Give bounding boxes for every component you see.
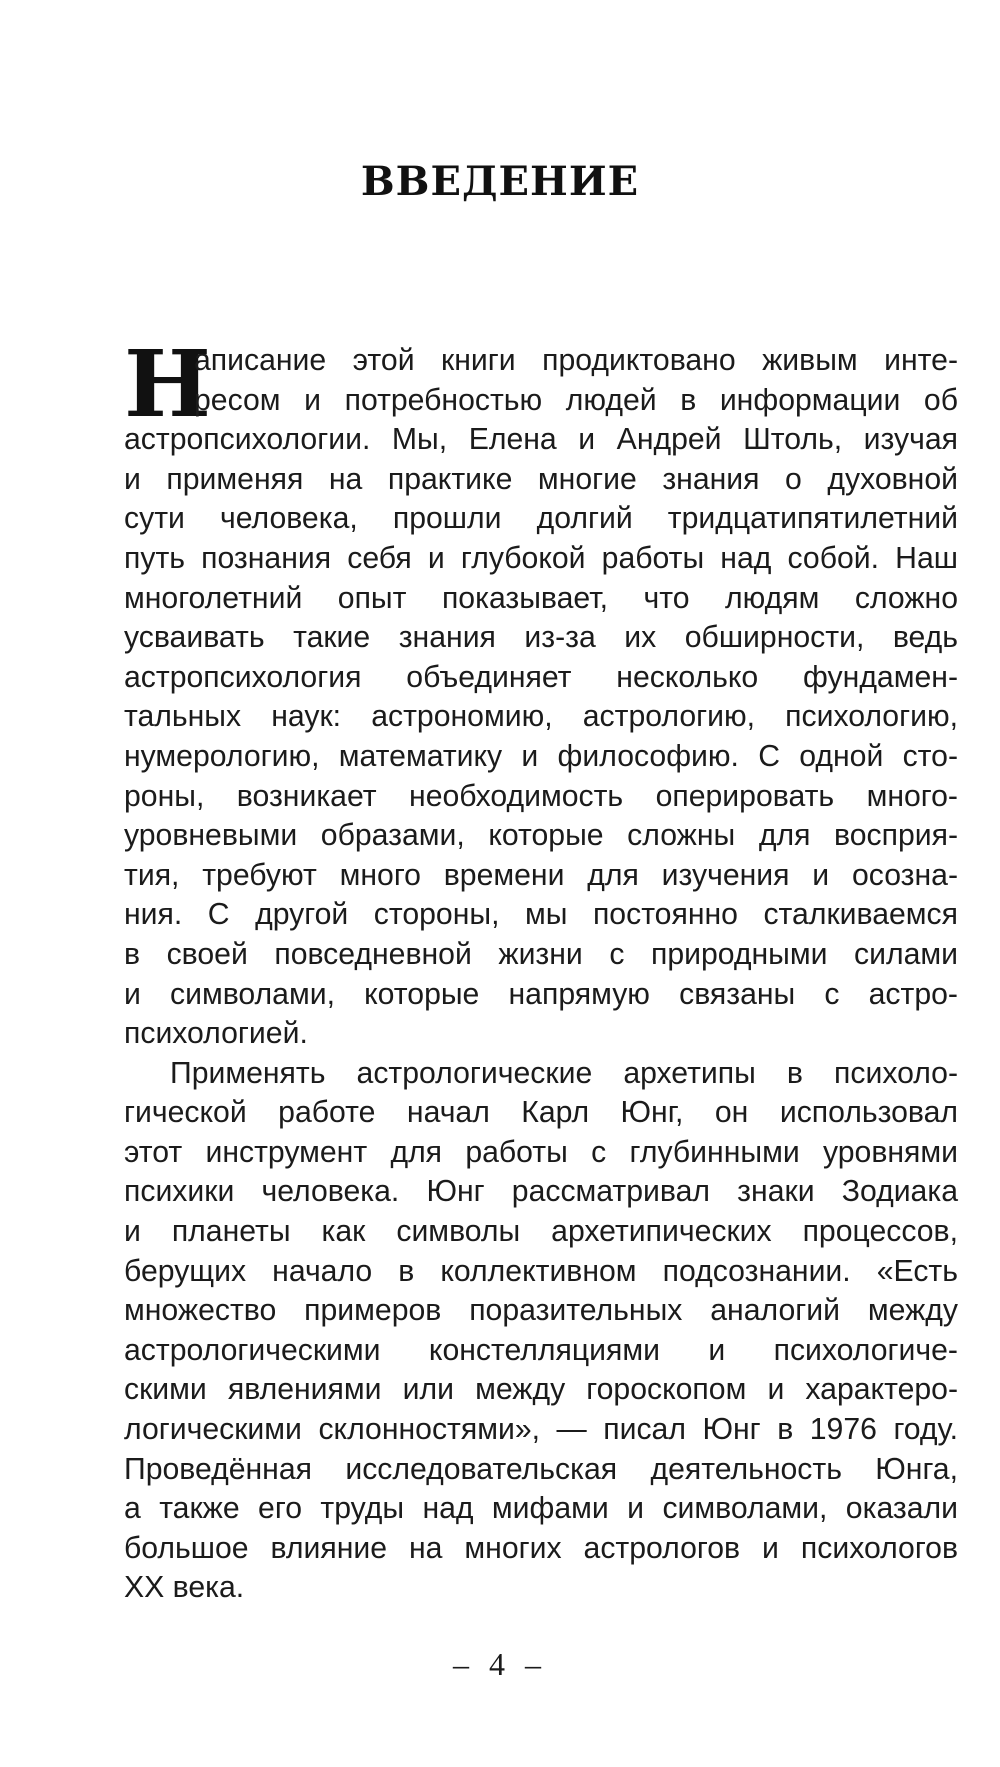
text-line: уровневыми образами, которые сложны для восприя-: [124, 819, 958, 853]
text-line: ресом и потребностью людей в информации об: [194, 383, 958, 417]
text-line: психологией.: [124, 1017, 308, 1051]
text-line: Проведённая исследовательская деятельность Юнга,: [124, 1452, 958, 1486]
text-line: берущих начало в коллективном подсознании. «Есть: [124, 1254, 958, 1288]
text-line: усваивать такие знания из-за их обширности, ведь: [124, 621, 958, 655]
text-line: роны, возникает необходимость оперировать много-: [124, 779, 958, 813]
text-line: путь познания себя и глубокой работы над собой. Наш: [124, 541, 958, 575]
text-line: нумерологию, математику и философию. С одной сто-: [124, 739, 958, 773]
text-line: и символами, которые напрямую связаны с астро-: [124, 977, 958, 1011]
text-line: XX века.: [124, 1571, 245, 1605]
text-line: множество примеров поразительных аналогий между: [124, 1294, 958, 1328]
text-line: психики человека. Юнг рассматривал знаки Зодиака: [124, 1175, 958, 1209]
text-line: скими явлениями или между гороскопом и характеро-: [124, 1373, 958, 1407]
text-line: ния. С другой стороны, мы постоянно сталкиваемся: [124, 898, 958, 932]
paragraph-2: [124, 1054, 958, 1608]
text-line: астропсихология объединяет несколько фундамен-: [124, 660, 958, 694]
paragraph-1: [124, 330, 958, 1054]
text-line: гической работе начал Карл Юнг, он использовал: [124, 1096, 958, 1130]
drop-cap: Н: [124, 330, 211, 438]
text-line: большое влияние на многих астрологов и психологов: [124, 1531, 958, 1565]
text-line: Применять астрологические архетипы в психоло-: [170, 1056, 958, 1090]
text-line: сути человека, прошли долгий тридцатипятилетний: [124, 502, 958, 536]
text-line: и применяя на практике многие знания о духовной: [124, 462, 958, 496]
text-line: логическими склонностями», — писал Юнг в 1976 году.: [124, 1413, 958, 1447]
text-line: астропсихологии. Мы, Елена и Андрей Штоль, изучая: [124, 423, 958, 457]
text-line: и планеты как символы архетипических процессов,: [124, 1215, 958, 1249]
body-text: [124, 330, 958, 1608]
text-line: многолетний опыт показывает, что людям сложно: [124, 581, 958, 615]
text-line: тальных наук: астрономию, астрологию, психологию,: [124, 700, 958, 734]
text-line: в своей повседневной жизни с природными силами: [124, 937, 958, 971]
text-line: этот инструмент для работы с глубинными уровнями: [124, 1135, 958, 1169]
text-line: тия, требуют много времени для изучения и осозна-: [124, 858, 958, 892]
text-line: а также его труды над мифами и символами, оказали: [124, 1492, 958, 1526]
page-number: – 4 –: [453, 1646, 547, 1682]
text-line: астрологическими констелляциями и психологиче-: [124, 1333, 958, 1367]
text-line: аписание этой книги продиктовано живым инте-: [194, 344, 958, 377]
page-title: ВВЕДЕНИЕ: [360, 158, 640, 205]
